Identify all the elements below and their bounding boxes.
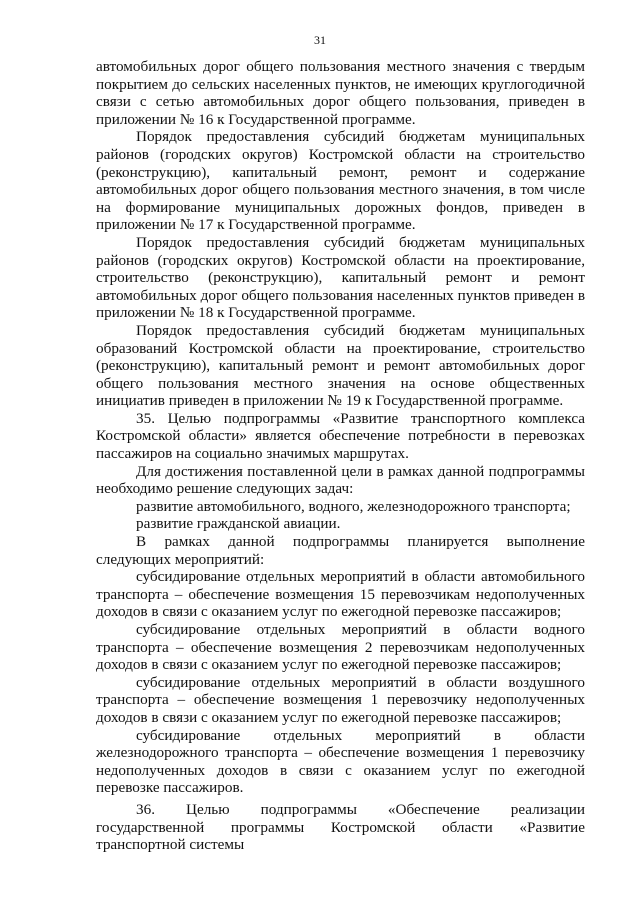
paragraph-goal: Для достижения поставленной цели в рамках данной подпрограммы необходимо решение следующих задач: — [96, 462, 585, 498]
paragraph-appendix-18: Порядок предоставления субсидий бюджетам муниципальных районов (городских округов) Костромской области на проектирование, строительство (реконструкцию), капитальный ремонт и ремонт автомобильных дорог общего пользования населенных пунктов приведен в приложении № 18 к Государственной программе. — [96, 233, 585, 322]
paragraph-appendix-19: Порядок предоставления субсидий бюджетам муниципальных образований Костромской области на проектирование, строительство (реконструкцию), капитальный ремонт и ремонт автомобильных дорог общего пользования местного значения на основе общественных инициатив приведен в приложении № 19 к Государственной программе. — [96, 321, 585, 410]
paragraph-measure-water: субсидирование отдельных мероприятий в области водного транспорта – обеспечение возмещения 2 перевозчикам недополученных доходов в связи с оказанием услуг по ежегодной перевозке пассажиров; — [96, 621, 585, 674]
paragraph-measure-air: субсидирование отдельных мероприятий в области воздушного транспорта – обеспечение возмещения 1 перевозчику недополученных доходов в связи с оказанием услуг по ежегодной перевозке пассажиров; — [96, 673, 585, 726]
paragraph-measure-rail: субсидирование отдельных мероприятий в области железнодорожного транспорта – обеспечение возмещения 1 перевозчику недополученных доходов в связи с оказанием услуг по ежегодной перевозке пассажиров. — [96, 726, 585, 797]
paragraph-task-aviation: развитие гражданской авиации. — [136, 515, 341, 533]
paragraph-measures-intro: В рамках данной подпрограммы планируется выполнение следующих мероприятий: — [96, 533, 585, 568]
document-body — [96, 58, 585, 854]
paragraph-item-35: 35. Целью подпрограммы «Развитие транспортного комплекса Костромской области» является обеспечение потребности в перевозках пассажиров на социально значимых маршрутах. — [96, 409, 585, 463]
paragraph-task-transport: развитие автомобильного, водного, железнодорожного транспорта; — [136, 497, 571, 515]
paragraph-item-36: 36. Целью подпрограммы «Обеспечение реализации государственной программы Костромской области «Развитие транспортной системы — [96, 800, 585, 854]
paragraph-appendix-17: Порядок предоставления субсидий бюджетам муниципальных районов (городских округов) Костромской области на строительство (реконструкцию), капитальный ремонт, ремонт и содержание автомобильных дорог общего пользования местного значения, в том числе на формирование муниципальных дорожных фондов, приведен в приложении № 17 к Государственной программе. — [96, 128, 585, 234]
paragraph-measure-auto: субсидирование отдельных мероприятий в области автомобильного транспорта – обеспечение возмещения 15 перевозчикам недополученных доходов в связи с оказанием услуг по ежегодной перевозке пассажиров; — [96, 568, 585, 621]
page-number: 31 — [314, 33, 326, 47]
paragraph-continuation: автомобильных дорог общего пользования местного значения с твердым покрытием до сельских населенных пунктов, не имеющих круглогодичной связи с сетью автомобильных дорог общего пользования, приведен в приложении № 16 к Государственной программе. — [96, 58, 585, 128]
